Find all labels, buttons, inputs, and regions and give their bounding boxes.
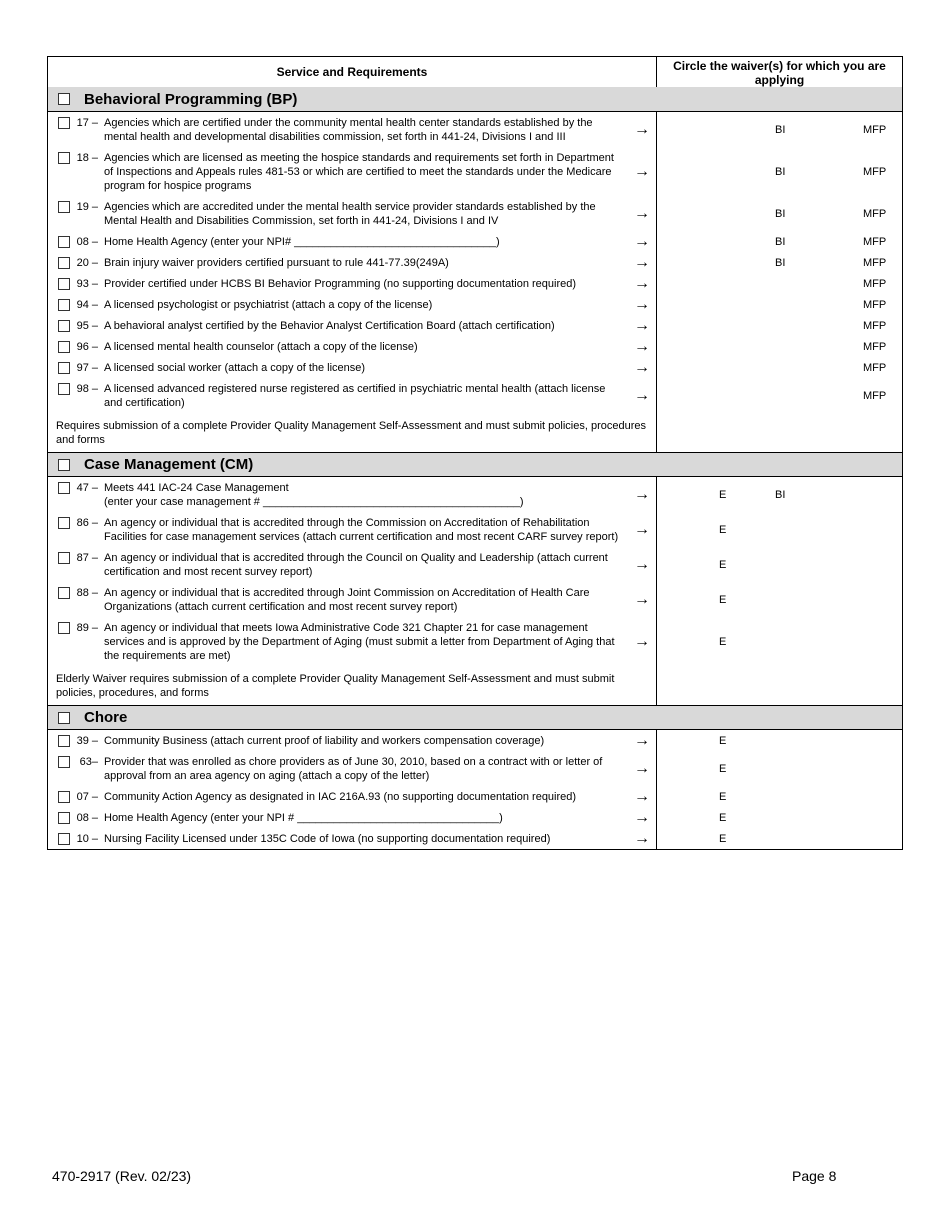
service-checkbox[interactable] xyxy=(58,812,70,824)
service-code: 20 – xyxy=(76,257,98,269)
service-code: 07 – xyxy=(76,791,98,803)
service-item-row xyxy=(48,807,902,828)
service-item-row xyxy=(48,617,902,666)
arrow-right-icon: → xyxy=(634,253,650,271)
waiver-option-mfp[interactable]: MFP xyxy=(863,123,887,136)
service-code: 08 – xyxy=(76,812,98,824)
waiver-cell xyxy=(656,751,902,786)
arrow-right-icon: → xyxy=(634,274,650,292)
arrow-right-icon: → xyxy=(634,316,650,334)
service-description: Home Health Agency (enter your NPI# _________________________________) xyxy=(104,236,500,248)
waiver-cell xyxy=(656,357,902,378)
service-code: 97 – xyxy=(76,362,98,374)
service-description: Meets 441 IAC-24 Case Management (enter your case management # __________________________________________) xyxy=(104,482,524,508)
waiver-option-bi[interactable]: BI xyxy=(775,165,786,178)
waiver-option-e[interactable]: E xyxy=(719,635,727,648)
service-description: A behavioral analyst certified by the Behavior Analyst Certification Board (attach certification) xyxy=(104,320,555,332)
service-item-row xyxy=(48,547,902,582)
service-item-row xyxy=(48,357,902,378)
service-item-row xyxy=(48,112,902,147)
waiver-option-mfp[interactable]: MFP xyxy=(863,298,887,311)
service-description: Provider that was enrolled as chore providers as of June 30, 2010, based on a contract with or letter of approval from an area agency on aging (attach a copy of the letter) xyxy=(104,756,603,782)
waiver-cell xyxy=(656,547,902,582)
section-checkbox[interactable] xyxy=(58,459,70,471)
waiver-option-mfp[interactable]: MFP xyxy=(863,235,887,248)
service-code: 88 – xyxy=(76,587,98,599)
service-code: 86 – xyxy=(76,517,98,529)
service-item-row xyxy=(48,378,902,413)
waiver-cell xyxy=(656,315,902,336)
waiver-cell xyxy=(656,512,902,547)
service-checkbox[interactable] xyxy=(58,552,70,564)
service-checkbox[interactable] xyxy=(58,622,70,634)
section-checkbox[interactable] xyxy=(58,93,70,105)
service-description: A licensed psychologist or psychiatrist (attach a copy of the license) xyxy=(104,299,433,311)
waiver-cell xyxy=(656,336,902,357)
waiver-option-e[interactable]: E xyxy=(719,523,727,536)
waiver-option-e[interactable]: E xyxy=(719,558,727,571)
service-description: Community Business (attach current proof of liability and workers compensation coverage) xyxy=(104,735,545,747)
service-description: A licensed advanced registered nurse registered as certified in psychiatric mental health (attach license and certification) xyxy=(104,383,606,409)
arrow-right-icon: → xyxy=(634,555,650,573)
section-note-row xyxy=(48,413,902,452)
service-checkbox[interactable] xyxy=(58,482,70,494)
service-code: 19 – xyxy=(76,201,98,213)
arrow-right-icon: → xyxy=(634,204,650,222)
waiver-cell xyxy=(656,807,902,828)
service-code: 08 – xyxy=(76,236,98,248)
service-checkbox[interactable] xyxy=(58,791,70,803)
waiver-cell xyxy=(656,477,902,512)
waiver-cell xyxy=(656,730,902,751)
arrow-right-icon: → xyxy=(634,162,650,180)
service-description: Agencies which are accredited under the mental health service provider standards established by the Mental Health and Disabilities Commission, set forth in 441-24, Divisions I and IV xyxy=(104,201,596,227)
arrow-right-icon: → xyxy=(634,386,650,404)
arrow-right-icon: → xyxy=(634,731,650,749)
service-checkbox[interactable] xyxy=(58,257,70,269)
service-item-row xyxy=(48,315,902,336)
waiver-option-mfp[interactable]: MFP xyxy=(863,277,887,290)
service-checkbox[interactable] xyxy=(58,735,70,747)
service-code: 95 – xyxy=(76,320,98,332)
section-note: Elderly Waiver requires submission of a complete Provider Quality Management Self-Assessment and must submit policies, procedures, and forms xyxy=(56,673,615,699)
service-item-row xyxy=(48,477,902,512)
waiver-option-mfp[interactable]: MFP xyxy=(863,340,887,353)
section-checkbox[interactable] xyxy=(58,712,70,724)
waiver-option-bi[interactable]: BI xyxy=(775,256,786,269)
service-description: Provider certified under HCBS BI Behavior Programming (no supporting documentation required) xyxy=(104,278,577,290)
waiver-option-e[interactable]: E xyxy=(719,593,727,606)
service-code: 96 – xyxy=(76,341,98,353)
service-description: Agencies which are licensed as meeting the hospice standards and requirements set forth in Department of Inspections and Appeals rules 481-53 or which are certified to meet the standards under the Medicare program for hospice programs xyxy=(104,152,614,192)
section-title: Chore xyxy=(84,709,128,726)
section-note: Requires submission of a complete Provider Quality Management Self-Assessment and must submit policies, procedures and forms xyxy=(56,420,646,446)
service-item-row xyxy=(48,196,902,231)
service-checkbox[interactable] xyxy=(58,201,70,213)
waiver-cell xyxy=(656,252,902,273)
service-code: 63– xyxy=(79,756,98,768)
waiver-cell xyxy=(656,378,902,413)
provider-form-table xyxy=(47,56,903,850)
service-item-row xyxy=(48,252,902,273)
service-code: 94 – xyxy=(76,299,98,311)
waiver-cell xyxy=(656,582,902,617)
service-description: A licensed social worker (attach a copy of the license) xyxy=(104,362,366,374)
service-checkbox[interactable] xyxy=(58,383,70,395)
page-number: Page 8 xyxy=(792,1168,837,1184)
waiver-option-mfp[interactable]: MFP xyxy=(863,319,887,332)
service-checkbox[interactable] xyxy=(58,833,70,845)
waiver-cell xyxy=(656,196,902,231)
waiver-option-bi[interactable]: BI xyxy=(775,488,786,501)
arrow-right-icon: → xyxy=(634,787,650,805)
arrow-right-icon: → xyxy=(634,520,650,538)
service-code: 39 – xyxy=(76,735,98,747)
waiver-option-e[interactable]: E xyxy=(719,811,727,824)
service-code: 47 – xyxy=(76,482,98,494)
waiver-option-mfp[interactable]: MFP xyxy=(863,165,887,178)
service-checkbox[interactable] xyxy=(58,517,70,529)
arrow-right-icon: → xyxy=(634,485,650,503)
service-item-row xyxy=(48,786,902,807)
arrow-right-icon: → xyxy=(634,590,650,608)
arrow-right-icon: → xyxy=(634,232,650,250)
section-title-cell xyxy=(48,87,902,111)
service-checkbox[interactable] xyxy=(58,341,70,353)
service-code: 87 – xyxy=(76,552,98,564)
section-note-row xyxy=(48,666,902,705)
service-description: Agencies which are certified under the community mental health center standards established by the mental health and developmental disabilities commission, set forth in 441-24, Divisions I and III xyxy=(104,117,593,143)
waiver-option-e[interactable]: E xyxy=(719,832,727,845)
service-item-row xyxy=(48,273,902,294)
service-item-row xyxy=(48,512,902,547)
waiver-cell xyxy=(656,273,902,294)
waiver-cell xyxy=(656,231,902,252)
waiver-option-mfp[interactable]: MFP xyxy=(863,207,887,220)
arrow-right-icon: → xyxy=(634,759,650,777)
waiver-option-e[interactable]: E xyxy=(719,488,727,501)
service-description: Community Action Agency as designated in IAC 216A.93 (no supporting documentation required) xyxy=(104,791,577,803)
service-code: 17 – xyxy=(76,117,98,129)
service-description: Nursing Facility Licensed under 135C Code of Iowa (no supporting documentation required) xyxy=(104,833,551,845)
service-checkbox[interactable] xyxy=(58,299,70,311)
service-checkbox[interactable] xyxy=(58,117,70,129)
service-item-row xyxy=(48,147,902,196)
waiver-cell xyxy=(656,294,902,315)
service-checkbox[interactable] xyxy=(58,152,70,164)
waiver-option-bi[interactable]: BI xyxy=(775,123,786,136)
arrow-right-icon: → xyxy=(634,337,650,355)
service-description: An agency or individual that is accredited through the Council on Quality and Leadership (attach current certification and most recent survey report) xyxy=(104,552,608,578)
arrow-right-icon: → xyxy=(634,829,650,847)
service-item-row xyxy=(48,294,902,315)
waiver-option-e[interactable]: E xyxy=(719,762,727,775)
service-code: 93 – xyxy=(76,278,98,290)
service-description: An agency or individual that meets Iowa Administrative Code 321 Chapter 21 for case management services and is approved by the Department of Aging (must submit a letter from Department of Aging that the requirements are met) xyxy=(104,622,615,662)
waiver-cell xyxy=(656,786,902,807)
arrow-right-icon: → xyxy=(634,808,650,826)
section-header xyxy=(48,705,902,730)
arrow-right-icon: → xyxy=(634,120,650,138)
service-checkbox[interactable] xyxy=(58,278,70,290)
service-checkbox[interactable] xyxy=(58,587,70,599)
service-checkbox[interactable] xyxy=(58,236,70,248)
waiver-cell xyxy=(656,617,902,666)
service-code: 18 – xyxy=(76,152,98,164)
waiver-column-header: Circle the waiver(s) for which you are applying xyxy=(656,57,902,87)
form-number: 470-2917 (Rev. 02/23) xyxy=(52,1168,192,1184)
service-description: A licensed mental health counselor (attach a copy of the license) xyxy=(104,341,418,353)
service-description: Brain injury waiver providers certified pursuant to rule 441-77.39(249A) xyxy=(104,257,449,269)
service-code: 10 – xyxy=(76,833,98,845)
waiver-option-e[interactable]: E xyxy=(719,734,727,747)
waiver-option-e[interactable]: E xyxy=(719,790,727,803)
service-item-row xyxy=(48,231,902,252)
service-column-header: Service and Requirements xyxy=(276,65,428,79)
waiver-option-mfp[interactable]: MFP xyxy=(863,256,887,269)
waiver-cell xyxy=(656,112,902,147)
service-item-row xyxy=(48,582,902,617)
section-title-cell xyxy=(48,453,902,476)
arrow-right-icon: → xyxy=(634,358,650,376)
service-item-row xyxy=(48,751,902,786)
waiver-cell xyxy=(656,828,902,849)
service-code: 98 – xyxy=(76,383,98,395)
service-description: An agency or individual that is accredited through the Commission on Accreditation of Rehabilitation Facilities for case management services (attach current certification and most recent CARF survey report) xyxy=(104,517,619,543)
waiver-option-mfp[interactable]: MFP xyxy=(863,389,887,402)
arrow-right-icon: → xyxy=(634,632,650,650)
section-title-cell xyxy=(48,706,902,729)
section-title: Case Management (CM) xyxy=(84,456,254,473)
service-checkbox[interactable] xyxy=(58,320,70,332)
service-description: Home Health Agency (enter your NPI # _________________________________) xyxy=(104,812,503,824)
service-item-row xyxy=(48,336,902,357)
service-item-row xyxy=(48,730,902,751)
service-code: 89 – xyxy=(76,622,98,634)
service-item-row xyxy=(48,828,902,849)
waiver-option-bi[interactable]: BI xyxy=(775,207,786,220)
section-header xyxy=(48,87,902,112)
table-header xyxy=(48,57,902,87)
section-title: Behavioral Programming (BP) xyxy=(84,90,298,108)
waiver-option-mfp[interactable]: MFP xyxy=(863,361,887,374)
section-header xyxy=(48,452,902,477)
waiver-cell xyxy=(656,147,902,196)
service-checkbox[interactable] xyxy=(58,362,70,374)
waiver-option-bi[interactable]: BI xyxy=(775,235,786,248)
service-checkbox[interactable] xyxy=(58,756,70,768)
service-description: An agency or individual that is accredited through Joint Commission on Accreditation of Health Care Organizations (attach current certification and most recent survey report) xyxy=(104,587,590,613)
arrow-right-icon: → xyxy=(634,295,650,313)
